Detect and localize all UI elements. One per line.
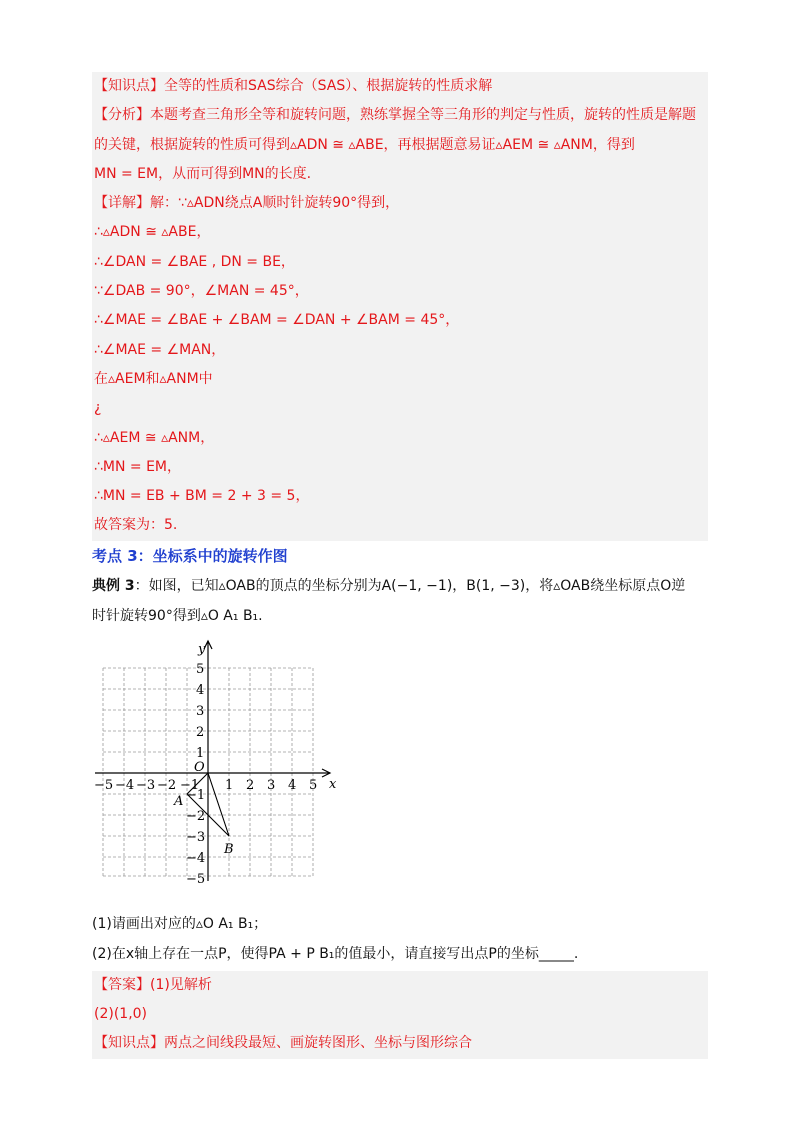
detail-line-2: ∴▵ADN ≅ ▵ABE，: [94, 224, 211, 241]
document-page: [92, 72, 708, 1059]
x-tick-label: −2: [157, 777, 177, 793]
y-tick-label: −3: [186, 829, 206, 845]
detail-line-6: ∴∠MAE = ∠MAN，: [94, 341, 226, 358]
origin-label: O: [194, 759, 205, 775]
detail-line-3: ∴∠DAN = ∠BAE , DN = BE，: [94, 253, 295, 270]
x-tick-label: 5: [309, 777, 318, 793]
y-tick-label: 2: [196, 724, 205, 740]
example-text-1: ：如图，已知▵OAB的顶点的坐标分别为A(−1, −1)，B(1, −3)，将▵OAB绕坐标原点O逆: [134, 577, 686, 594]
question-1: (1)请画出对应的▵O A₁ B₁；: [92, 915, 268, 932]
detail-line-10: ∴MN = EM，: [94, 458, 182, 475]
detail-line-9: ∴▵AEM ≅ ▵ANM，: [94, 429, 215, 446]
detail-line-4: ∵∠DAB = 90°，∠MAN = 45°，: [94, 283, 309, 300]
section-heading: 考点 3：坐标系中的旋转作图: [92, 546, 288, 565]
x-tick-label: 1: [225, 777, 234, 793]
x-axis-label: x: [329, 776, 337, 792]
x-tick-label: 4: [288, 777, 297, 793]
point-A-label: A: [174, 793, 184, 809]
y-tick-label: 1: [196, 745, 205, 761]
detail-line-1: 【详解】解：∵▵ADN绕点A顺时针旋转90°得到，: [94, 195, 400, 212]
knowledge-point-line: 【知识点】全等的性质和SAS综合（SAS）、根据旋转的性质求解: [94, 78, 493, 94]
y-tick-label: 3: [196, 703, 205, 719]
x-tick-label: −4: [115, 777, 135, 793]
y-tick-label: 5: [196, 661, 205, 677]
x-tick-label: −3: [136, 777, 156, 793]
coordinate-figure: [92, 631, 708, 909]
y-tick-label: −4: [186, 850, 206, 866]
example-line-1: [92, 571, 708, 601]
analysis-line-2: 的关键，根据旋转的性质可得到▵ADN ≅ ▵ABE，再根据题意易证▵AEM ≅ ▵ANM，得到: [94, 136, 635, 153]
x-tick-label: −1: [180, 777, 200, 793]
y-axis-label: y: [198, 641, 206, 657]
x-tick-label: 3: [267, 777, 276, 793]
example-text-2: 时针旋转90°得到▵O A₁ B₁.: [92, 607, 263, 624]
answer-knowledge-point-line: 【知识点】两点之间线段最短、画旋转图形、坐标与图形综合: [94, 1035, 472, 1052]
point-B-label: B: [224, 841, 234, 857]
example-line-2: [92, 601, 708, 631]
coordinate-plane-svg: [92, 631, 392, 909]
analysis-line-1: 【分析】本题考查三角形全等和旋转问题，熟练掌握全等三角形的判定与性质，旋转的性质是解题: [94, 107, 696, 124]
y-tick-label: −1: [186, 787, 206, 803]
x-tick-label: 2: [246, 777, 255, 793]
x-tick-label: −5: [94, 777, 114, 793]
answer-block: [92, 971, 708, 1059]
y-tick-label: 4: [196, 682, 205, 698]
y-tick-label: −5: [186, 871, 206, 887]
detail-line-11: ∴MN = EB + BM = 2 + 3 = 5，: [94, 488, 310, 505]
answer-part-2-line: (2)(1,0): [94, 1006, 148, 1023]
detail-line-8: ¿: [94, 400, 102, 417]
analysis-line-3: MN = EM，从而可得到MN的长度.: [94, 165, 312, 182]
detail-line-7: 在▵AEM和▵ANM中: [94, 370, 213, 387]
final-answer-line: 故答案为：5.: [94, 517, 178, 534]
y-tick-label: −2: [186, 808, 206, 824]
example-label: 典例 3: [92, 577, 135, 594]
solution-block: [92, 72, 708, 541]
detail-line-5: ∴∠MAE = ∠BAE + ∠BAM = ∠DAN + ∠BAM = 45°，: [94, 312, 460, 329]
question-2: (2)在x轴上存在一点P，使得PA + P B₁的值最小，请直接写出点P的坐标_____.: [92, 945, 579, 962]
answer-line: 【答案】(1)见解析: [94, 976, 212, 993]
axes: [95, 641, 330, 881]
